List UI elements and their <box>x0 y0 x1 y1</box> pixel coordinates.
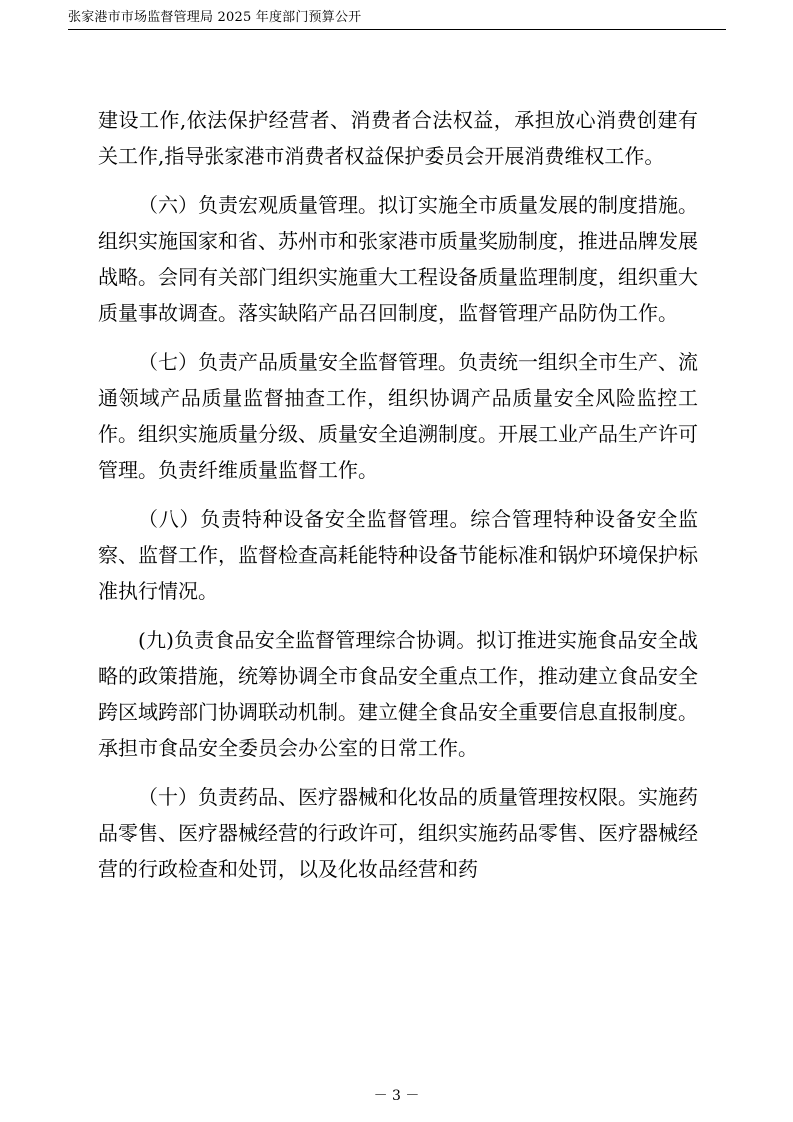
page-number: － 3 － <box>373 1088 420 1104</box>
header-title: 张家港市市场监督管理局 2025 年度部门预算公开 <box>68 10 362 25</box>
paragraph-continuation: 建设工作,依法保护经营者、消费者合法权益，承担放心消费创建有关工作,指导张家港市消费者权益保护委员会开展消费维权工作。 <box>98 108 698 168</box>
paragraph-macro-quality: （六）负责宏观质量管理。拟订实施全市质量发展的制度措施。组织实施国家和省、苏州市和张家港市质量奖励制度，推进品牌发展战略。会同有关部门组织实施重大工程设备质量监理制度，组织重大质量事故调查。落实缺陷产品召回制度，监督管理产品防伪工作。 <box>98 193 698 325</box>
document-body <box>98 102 698 900</box>
paragraph-food-safety: (九)负责食品安全监督管理综合协调。拟订推进实施食品安全战略的政策措施，统筹协调全市食品安全重点工作，推动建立食品安全跨区域跨部门协调联动机制。建立健全食品安全重要信息直报制度。承担市食品安全委员会办公室的日常工作。 <box>98 628 698 760</box>
paragraph-product-quality: （七）负责产品质量安全监督管理。负责统一组织全市生产、流通领域产品质量监督抽查工作，组织协调产品质量安全风险监控工作。组织实施质量分级、质量安全追溯制度。开展工业产品生产许可管理。负责纤维质量监督工作。 <box>98 350 698 482</box>
paragraph-drugs-devices: （十）负责药品、医疗器械和化妆品的质量管理按权限。实施药品零售、医疗器械经营的行政许可，组织实施药品零售、医疗器械经营的行政检查和处罚，以及化妆品经营和药 <box>98 785 698 881</box>
page-header <box>68 9 726 30</box>
paragraph-special-equipment: （八）负责特种设备安全监督管理。综合管理特种设备安全监察、监督工作，监督检查高耗能特种设备节能标准和锅炉环境保护标准执行情况。 <box>98 507 698 603</box>
